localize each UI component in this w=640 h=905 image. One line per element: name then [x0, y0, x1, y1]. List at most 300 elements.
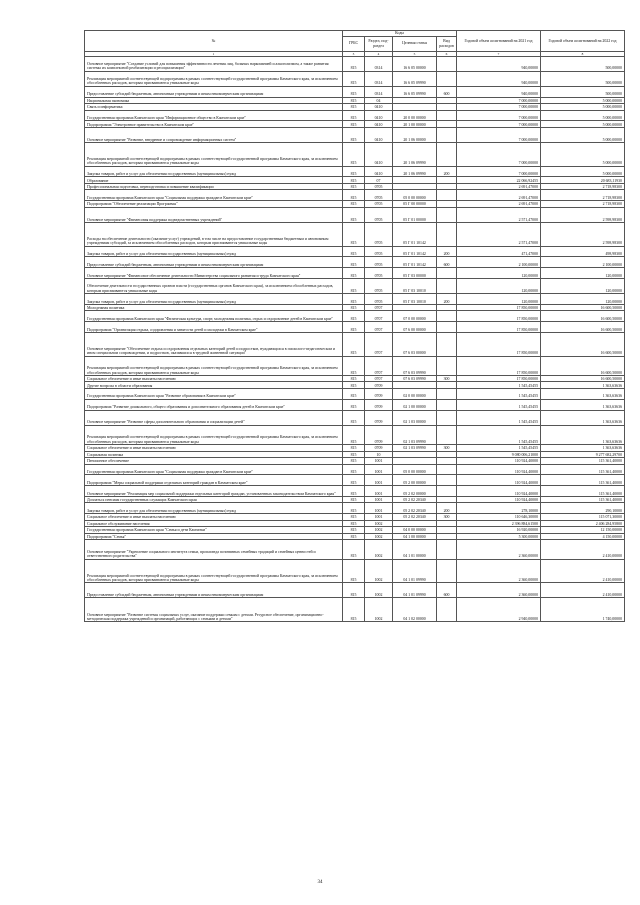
- row-target: 05 Г 01 10142: [393, 257, 437, 268]
- row-vr: [437, 278, 457, 293]
- row-target: 07 0 00 00000: [393, 311, 437, 322]
- row-sum-2021: 940,00000: [457, 86, 541, 97]
- row-sum-2022: 9 277 682,29700: [541, 451, 625, 458]
- row-vr: 200: [437, 294, 457, 305]
- row-name: Основное мероприятие "Развитие системы социальных услуг, оказание поддержки семьям с детьми. Ресурсное обеспечение, организационно-методическая поддержка учреждений и организаций, работающих с семьями и детьми": [85, 598, 343, 622]
- row-vr: [437, 598, 457, 622]
- row-grbs: 815: [343, 475, 365, 486]
- row-name: Социальное обеспечение и иные выплаты населению: [85, 514, 343, 521]
- row-section: 0709: [365, 399, 393, 410]
- row-sum-2022: 2 718,98300: [541, 183, 625, 190]
- row-name: Реализация мероприятий соответствующей подпрограммы в рамках соответствующей государственной программы Камчатского края, за исключением обособленных расходов, которым присваиваются уникальные коды: [85, 356, 343, 375]
- row-sum-2022: 500,00000: [541, 86, 625, 97]
- budget-table-sheet: [84, 30, 624, 622]
- colnum: 8: [541, 51, 625, 56]
- row-sum-2022: 20 683,11930: [541, 177, 625, 184]
- row-section: 1002: [365, 533, 393, 540]
- row-grbs: 815: [343, 56, 365, 71]
- row-grbs: 815: [343, 142, 365, 166]
- row-vr: 300: [437, 514, 457, 521]
- row-sum-2022: 5 000,00000: [541, 97, 625, 104]
- row-sum-2022: 500,00000: [541, 71, 625, 86]
- row-sum-2022: 5 000,00000: [541, 121, 625, 128]
- row-vr: 200: [437, 503, 457, 514]
- row-name: Подпрограмма "Организация отдыха, оздоровления и занятости детей и молодежи в Камчатском крае": [85, 322, 343, 333]
- row-vr: 200: [437, 166, 457, 177]
- row-grbs: 815: [343, 399, 365, 410]
- row-sum-2021: 1 545,45455: [457, 410, 541, 425]
- table-row: [85, 257, 625, 268]
- row-name: Подпрограмма "Меры социальной поддержки отдельных категорий граждан в Камчатском крае": [85, 475, 343, 486]
- row-target: 05 2 02 20340: [393, 496, 437, 503]
- row-grbs: 815: [343, 183, 365, 190]
- table-row: [85, 583, 625, 598]
- row-sum-2022: 2 598,98300: [541, 207, 625, 222]
- row-section: 0709: [365, 445, 393, 452]
- row-sum-2022: 115 361,40000: [541, 458, 625, 465]
- row-sum-2022: 5 000,00000: [541, 166, 625, 177]
- row-target: 02 1 03 00000: [393, 410, 437, 425]
- row-section: 1001: [365, 464, 393, 475]
- row-sum-2022: 115 361,40000: [541, 486, 625, 497]
- row-sum-2021: 2 571,47000: [457, 207, 541, 222]
- col-header-num: №: [85, 31, 343, 52]
- row-vr: [437, 56, 457, 71]
- row-vr: [437, 110, 457, 121]
- row-name: Социальная политика: [85, 451, 343, 458]
- row-section: 0410: [365, 166, 393, 177]
- table-row: [85, 294, 625, 305]
- row-sum-2022: 5 000,00000: [541, 142, 625, 166]
- row-section: 04: [365, 97, 393, 104]
- table-row: [85, 86, 625, 97]
- table-row: [85, 399, 625, 410]
- row-name: Закупка товаров, работ и услуг для обеспечения государственных (муниципальных) нужд: [85, 294, 343, 305]
- row-target: 16 6 05 09990: [393, 86, 437, 97]
- row-sum-2021: 17 850,00000: [457, 311, 541, 322]
- row-vr: 300: [437, 445, 457, 452]
- row-section: 0705: [365, 190, 393, 201]
- row-name: Основное мероприятие "Создание условий для повышения эффективности лечения лиц, больных наркоманией и алкоголизмом, а также развития системы их комплексной реабилитации и ресоциализации": [85, 56, 343, 71]
- row-sum-2022: 2 410,00000: [541, 559, 625, 583]
- row-vr: [437, 388, 457, 399]
- row-sum-2022: 498,98300: [541, 246, 625, 257]
- row-name: Подпрограмма "Семья": [85, 533, 343, 540]
- table-row: [85, 559, 625, 583]
- row-target: 05 Г 01 00000: [393, 207, 437, 222]
- row-sum-2022: 2 406 284,95800: [541, 520, 625, 527]
- row-target: 04 1 02 00000: [393, 598, 437, 622]
- row-sum-2021: 7 000,00000: [457, 127, 541, 142]
- row-sum-2021: 110 924,40000: [457, 458, 541, 465]
- row-section: 0709: [365, 388, 393, 399]
- row-vr: 600: [437, 86, 457, 97]
- row-target: 04 1 01 09990: [393, 559, 437, 583]
- row-name: Реализация мероприятий соответствующей подпрограммы в рамках соответствующей государственной программы Камчатского края, за исключением обособленных расходов, которым присваиваются уникальные коды: [85, 71, 343, 86]
- row-section: 0709: [365, 410, 393, 425]
- row-vr: [437, 142, 457, 166]
- row-grbs: 815: [343, 110, 365, 121]
- table-row: [85, 71, 625, 86]
- row-section: 1002: [365, 598, 393, 622]
- row-sum-2021: 17 850,00000: [457, 322, 541, 333]
- row-grbs: 815: [343, 190, 365, 201]
- row-section: 0410: [365, 110, 393, 121]
- row-sum-2022: 2 598,98300: [541, 222, 625, 246]
- row-name: Государственная программа Камчатского края "Информационное общество в Камчатском крае": [85, 110, 343, 121]
- row-sum-2022: 2 718,98300: [541, 190, 625, 201]
- row-vr: 300: [437, 375, 457, 382]
- row-grbs: 815: [343, 121, 365, 128]
- row-section: 1002: [365, 527, 393, 534]
- row-name: Пенсионное обеспечение: [85, 458, 343, 465]
- row-name: Государственная программа Камчатского края "Социальная поддержка граждан в Камчатском крае": [85, 464, 343, 475]
- row-sum-2021: 940,00000: [457, 56, 541, 71]
- row-sum-2022: 4 150,00000: [541, 533, 625, 540]
- row-grbs: 815: [343, 278, 365, 293]
- row-target: 05 Г 03 10010: [393, 278, 437, 293]
- row-sum-2022: 12 150,00000: [541, 527, 625, 534]
- row-target: 02 1 03 09990: [393, 425, 437, 444]
- row-sum-2022: 16 600,50000: [541, 356, 625, 375]
- page-number: 34: [317, 880, 323, 885]
- row-sum-2021: 1 545,45455: [457, 425, 541, 444]
- row-target: 07 6 03 00000: [393, 332, 437, 356]
- row-name: Подпрограмма "Электронное правительство в Камчатском крае": [85, 121, 343, 128]
- row-name: Основное мероприятие "Развитие сферы дополнительного образования и социализации детей": [85, 410, 343, 425]
- row-target: 05 2 02 20340: [393, 503, 437, 514]
- row-target: 20 1 06 09990: [393, 166, 437, 177]
- col-header-sum-2022: Годовой объем ассигнований на 2022 год: [541, 31, 625, 52]
- table-row: [85, 311, 625, 322]
- row-vr: [437, 486, 457, 497]
- row-target: 20 1 06 09990: [393, 142, 437, 166]
- row-section: 1001: [365, 496, 393, 503]
- row-sum-2021: 120,00000: [457, 294, 541, 305]
- row-target: 20 0 00 00000: [393, 110, 437, 121]
- row-name: Государственная программа Камчатского края "Развитие образования в Камчатском крае": [85, 388, 343, 399]
- row-target: 02 0 00 00000: [393, 388, 437, 399]
- row-grbs: 815: [343, 382, 365, 389]
- row-sum-2022: 16 600,50000: [541, 311, 625, 322]
- row-sum-2021: 120,00000: [457, 268, 541, 279]
- row-sum-2022: 1 363,63636: [541, 425, 625, 444]
- row-sum-2022: 115 361,40000: [541, 475, 625, 486]
- row-section: 1001: [365, 503, 393, 514]
- row-vr: [437, 540, 457, 559]
- row-sum-2022: 1 363,63636: [541, 382, 625, 389]
- row-name: Национальная экономика: [85, 97, 343, 104]
- table-row: [85, 268, 625, 279]
- table-row: [85, 322, 625, 333]
- row-name: Основное мероприятие "Финансовая поддержка подведомственных учреждений": [85, 207, 343, 222]
- row-section: 0705: [365, 278, 393, 293]
- row-vr: [437, 410, 457, 425]
- row-sum-2021: 2 360,00000: [457, 540, 541, 559]
- row-vr: [437, 559, 457, 583]
- row-section: 1001: [365, 514, 393, 521]
- row-vr: [437, 222, 457, 246]
- row-sum-2022: 120,00000: [541, 294, 625, 305]
- col-header-target: Целевая статья: [393, 36, 437, 51]
- row-name: Социальное обеспечение и иные выплаты населению: [85, 375, 343, 382]
- row-sum-2021: 7 000,00000: [457, 104, 541, 111]
- row-grbs: 815: [343, 177, 365, 184]
- row-section: 0410: [365, 127, 393, 142]
- row-sum-2022: 2 718,98300: [541, 201, 625, 208]
- row-grbs: 815: [343, 527, 365, 534]
- row-target: 20 1 06 00000: [393, 127, 437, 142]
- col-header-grbs: ГРБС: [343, 36, 365, 51]
- col-header-sum-2021: Годовой объем ассигнований на 2021 год: [457, 31, 541, 52]
- row-grbs: 815: [343, 425, 365, 444]
- row-target: 05 Г 03 10010: [393, 294, 437, 305]
- row-sum-2021: 120,00000: [457, 278, 541, 293]
- row-sum-2021: 9 080 006,21000: [457, 451, 541, 458]
- table-row: [85, 127, 625, 142]
- table-row: [85, 110, 625, 121]
- table-row: [85, 425, 625, 444]
- row-name: Предоставление субсидий бюджетным, автономным учреждениям и иным некоммерческим организациям: [85, 257, 343, 268]
- row-grbs: 815: [343, 451, 365, 458]
- row-grbs: 815: [343, 410, 365, 425]
- row-sum-2022: 16 600,50000: [541, 304, 625, 311]
- row-grbs: 815: [343, 332, 365, 356]
- table-row: [85, 598, 625, 622]
- row-target: 05 2 00 00000: [393, 475, 437, 486]
- row-name: Социальное обеспечение и иные выплаты населению: [85, 445, 343, 452]
- row-grbs: 815: [343, 583, 365, 598]
- row-section: 1001: [365, 458, 393, 465]
- row-section: 0705: [365, 257, 393, 268]
- row-target: 05 Г 01 10142: [393, 222, 437, 246]
- table-row: [85, 332, 625, 356]
- row-section: 1001: [365, 486, 393, 497]
- row-target: 07 6 03 09990: [393, 375, 437, 382]
- row-sum-2022: 500,00000: [541, 56, 625, 71]
- row-sum-2021: 2 100,00000: [457, 257, 541, 268]
- row-sum-2022: 16 600,50000: [541, 332, 625, 356]
- row-sum-2021: 17 850,00000: [457, 356, 541, 375]
- row-section: 1002: [365, 540, 393, 559]
- row-target: 05 2 02 00000: [393, 486, 437, 497]
- row-grbs: 815: [343, 207, 365, 222]
- row-sum-2021: 2 691,47000: [457, 201, 541, 208]
- row-grbs: 815: [343, 356, 365, 375]
- row-sum-2021: 2 940,00000: [457, 598, 541, 622]
- row-name: Государственная программа Камчатского края "Физическая культура, спорт, молодежная политика, отдых и оздоровление детей в Камчатском крае": [85, 311, 343, 322]
- row-target: 04 1 00 00000: [393, 533, 437, 540]
- table-row: [85, 486, 625, 497]
- col-header-section: Раздел, под-раздел: [365, 36, 393, 51]
- row-sum-2022: 120,00000: [541, 268, 625, 279]
- row-sum-2022: 115 361,40000: [541, 496, 625, 503]
- table-row: [85, 388, 625, 399]
- row-grbs: 815: [343, 445, 365, 452]
- row-name: Государственная программа Камчатского края "Семья и дети Камчатки": [85, 527, 343, 534]
- row-grbs: 815: [343, 540, 365, 559]
- row-section: 0705: [365, 222, 393, 246]
- row-target: 05 0 00 00000: [393, 464, 437, 475]
- row-sum-2021: 7 000,00000: [457, 110, 541, 121]
- row-sum-2022: 1 363,63636: [541, 445, 625, 452]
- row-name: Молодежная политика: [85, 304, 343, 311]
- row-target: 05 Г 03 00000: [393, 268, 437, 279]
- row-name: Предоставление субсидий бюджетным, автономным учреждениям и иным некоммерческим организациям: [85, 86, 343, 97]
- row-sum-2021: 110 924,40000: [457, 464, 541, 475]
- row-name: Основное мероприятие "Развитие, внедрение и сопровождение информационных систем": [85, 127, 343, 142]
- row-vr: [437, 207, 457, 222]
- row-section: 0314: [365, 71, 393, 86]
- row-sum-2022: 120,00000: [541, 278, 625, 293]
- row-vr: [437, 356, 457, 375]
- row-sum-2021: 7 000,00000: [457, 97, 541, 104]
- row-sum-2022: 115 361,40000: [541, 464, 625, 475]
- table-row: [85, 540, 625, 559]
- row-sum-2021: 110 646,30000: [457, 514, 541, 521]
- colnum: 4: [365, 51, 393, 56]
- row-grbs: 815: [343, 496, 365, 503]
- row-name: Реализация мероприятий соответствующей подпрограммы в рамках соответствующей государственной программы Камчатского края, за исключением обособленных расходов, которым присваиваются уникальные коды: [85, 559, 343, 583]
- row-name: Подпрограмма "Развитие дошкольного, общего образования и дополнительного образования детей в Камчатском крае": [85, 399, 343, 410]
- row-target: 07 6 03 09990: [393, 356, 437, 375]
- row-sum-2021: 17 850,00000: [457, 332, 541, 356]
- row-section: 0705: [365, 183, 393, 190]
- colnum: 7: [457, 51, 541, 56]
- row-section: 07: [365, 177, 393, 184]
- row-grbs: 815: [343, 514, 365, 521]
- row-grbs: 815: [343, 322, 365, 333]
- row-grbs: 815: [343, 294, 365, 305]
- row-section: 0314: [365, 56, 393, 71]
- row-vr: [437, 399, 457, 410]
- col-header-codes: Коды: [343, 31, 457, 37]
- row-sum-2021: 1 545,45455: [457, 445, 541, 452]
- row-sum-2021: 2 571,47000: [457, 222, 541, 246]
- row-sum-2022: 2 100,00000: [541, 257, 625, 268]
- row-grbs: 815: [343, 533, 365, 540]
- row-name: Социальное обслуживание населения: [85, 520, 343, 527]
- row-section: 0707: [365, 356, 393, 375]
- row-grbs: 815: [343, 388, 365, 399]
- table-row: [85, 356, 625, 375]
- row-sum-2021: 1 545,45455: [457, 382, 541, 389]
- row-sum-2022: 5 000,00000: [541, 104, 625, 111]
- table-row: [85, 190, 625, 201]
- colnum: 5: [393, 51, 437, 56]
- row-sum-2022: 5 000,00000: [541, 127, 625, 142]
- table-row: [85, 464, 625, 475]
- row-grbs: 815: [343, 304, 365, 311]
- row-target: 04 1 01 00000: [393, 540, 437, 559]
- row-vr: [437, 190, 457, 201]
- row-target: 05 Г 00 00000: [393, 201, 437, 208]
- row-grbs: 815: [343, 246, 365, 257]
- row-sum-2022: 16 600,50000: [541, 322, 625, 333]
- row-sum-2021: 940,00000: [457, 71, 541, 86]
- row-sum-2021: 471,47000: [457, 246, 541, 257]
- table-row: [85, 222, 625, 246]
- row-target: 04 0 00 00000: [393, 527, 437, 534]
- row-sum-2021: 2 396 884,61500: [457, 520, 541, 527]
- row-section: 0410: [365, 104, 393, 111]
- row-sum-2021: 22 066,92455: [457, 177, 541, 184]
- row-target: 05 2 02 20340: [393, 514, 437, 521]
- row-sum-2022: 1 740,00000: [541, 598, 625, 622]
- row-grbs: 815: [343, 222, 365, 246]
- row-name: Предоставление субсидий бюджетным, автономным учреждениям и иным некоммерческим организациям: [85, 583, 343, 598]
- row-name: Основное мероприятие "Реализация мер социальной поддержки отдельных категорий граждан, установленных законодательством Камчатского края": [85, 486, 343, 497]
- row-section: 0410: [365, 121, 393, 128]
- row-sum-2021: 16 920,00000: [457, 527, 541, 534]
- row-section: 0705: [365, 207, 393, 222]
- colnum: 3: [343, 51, 365, 56]
- row-sum-2022: 115 071,30000: [541, 514, 625, 521]
- row-grbs: 815: [343, 598, 365, 622]
- row-name: Расходы на обеспечение деятельности (оказание услуг) учреждений, в том числе на предоставление государственным бюджетным и автономным учреждениям субсидий, за исключением обособленных расходов, которым присваиваются уникальные коды: [85, 222, 343, 246]
- row-name: Профессиональная подготовка, переподготовка и повышение квалификации: [85, 183, 343, 190]
- row-sum-2021: 110 924,40000: [457, 486, 541, 497]
- row-grbs: 815: [343, 520, 365, 527]
- row-sum-2021: 2 691,47000: [457, 190, 541, 201]
- row-target: 04 1 01 09990: [393, 583, 437, 598]
- row-sum-2022: 2 410,00000: [541, 583, 625, 598]
- table-row: [85, 475, 625, 486]
- row-grbs: 815: [343, 486, 365, 497]
- row-sum-2021: 5 300,00000: [457, 533, 541, 540]
- row-name: Основное мероприятие "Финансовое обеспечение деятельности Министерства социального развития и труда Камчатского края": [85, 268, 343, 279]
- row-grbs: 815: [343, 127, 365, 142]
- row-section: 1002: [365, 559, 393, 583]
- row-sum-2022: 290,10000: [541, 503, 625, 514]
- row-sum-2021: 1 545,45455: [457, 388, 541, 399]
- row-vr: [437, 464, 457, 475]
- table-row: [85, 56, 625, 71]
- row-grbs: 815: [343, 375, 365, 382]
- row-grbs: 815: [343, 503, 365, 514]
- row-name: Закупка товаров, работ и услуг для обеспечения государственных (муниципальных) нужд: [85, 166, 343, 177]
- row-vr: 200: [437, 246, 457, 257]
- row-name: Связь и информатика: [85, 104, 343, 111]
- row-section: 0707: [365, 304, 393, 311]
- row-sum-2021: 2 691,47000: [457, 183, 541, 190]
- row-target: 07 6 00 00000: [393, 322, 437, 333]
- row-vr: [437, 322, 457, 333]
- row-section: 0314: [365, 86, 393, 97]
- row-grbs: 815: [343, 97, 365, 104]
- row-grbs: 815: [343, 311, 365, 322]
- row-name: Закупка товаров, работ и услуг для обеспечения государственных (муниципальных) нужд: [85, 503, 343, 514]
- row-name: Основное мероприятие "Укрепление социального института семьи, пропаганда позитивных семейных традиций и семейных ценностей и ответственного родительства": [85, 540, 343, 559]
- row-name: Реализация мероприятий соответствующей подпрограммы в рамках соответствующей государственной программы Камчатского края, за исключением обособленных расходов, которым присваиваются уникальные коды: [85, 142, 343, 166]
- row-sum-2021: 7 000,00000: [457, 142, 541, 166]
- row-sum-2021: 110 924,40000: [457, 475, 541, 486]
- row-name: Реализация мероприятий соответствующей подпрограммы в рамках соответствующей государственной программы Камчатского края, за исключением обособленных расходов, которым присваиваются уникальные коды: [85, 425, 343, 444]
- row-vr: 600: [437, 583, 457, 598]
- budget-rows: [85, 56, 625, 622]
- row-section: 0707: [365, 311, 393, 322]
- row-section: 10: [365, 451, 393, 458]
- row-sum-2021: 17 850,00000: [457, 304, 541, 311]
- table-row: [85, 166, 625, 177]
- row-sum-2021: 7 000,00000: [457, 121, 541, 128]
- row-vr: [437, 475, 457, 486]
- row-name: Образование: [85, 177, 343, 184]
- row-sum-2022: 1 363,63636: [541, 388, 625, 399]
- row-grbs: 815: [343, 86, 365, 97]
- row-name: Другие вопросы в области образования: [85, 382, 343, 389]
- row-grbs: 815: [343, 104, 365, 111]
